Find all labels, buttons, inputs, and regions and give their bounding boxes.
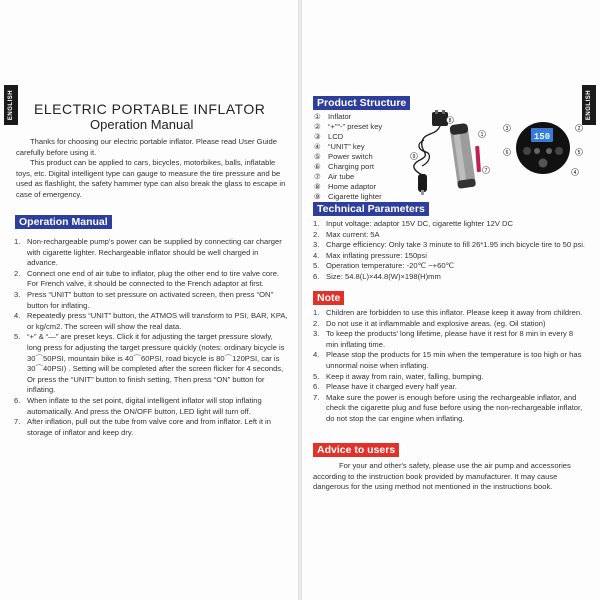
list-item: ① Inflator	[314, 112, 352, 121]
technical-parameters-list	[313, 219, 587, 283]
intro-paragraph-2: This product can be applied to cars, bicycles, motorbikes, balls, inflatable toys, etc. Digital intelligent type can gauge to measure the tire pressure and be used as flashlight, the safety hammer type can also break the glass to escape in case of emergency.	[16, 158, 286, 199]
list-item: 6. Please have it charged every half year.	[313, 382, 457, 392]
list-item: 4. Please stop the products for 15 min when the temperature is too high or has unnormal noise when inflating.	[313, 350, 582, 370]
svg-text:9: 9	[412, 154, 416, 160]
list-item: 5. “+” & “—” are preset keys. Click it for adjusting the target pressure slowly, long press for adjusting the target pressure quickly (notes: ordinary bicycle is 30⌒50PSI, mountain bike is 40⌒60PSI, road bicycle is 80⌒120PSI, car is 30⌒40PSI) . Setting will be completed after the screen flicker for 4 seconds, Or press the “UNIT” button to finish setting, Then press “ON” button for inflating.	[14, 332, 285, 395]
list-item: 7. After inflation, pull out the tube from valve core and from inflator. Left it in storage of inflator and keep dry.	[14, 417, 271, 437]
list-item: 5. Keep it away from rain, water, falling, bumping.	[313, 371, 484, 381]
operation-steps-list	[14, 237, 288, 438]
note-heading: Note	[313, 291, 344, 305]
advice-heading: Advice to users	[313, 443, 399, 457]
svg-text:7: 7	[484, 168, 488, 174]
list-item: ④ “UNIT” key	[314, 142, 365, 151]
list-item: 1. Children are forbidden to use this inflator. Please keep it away from children.	[313, 308, 583, 317]
svg-text:3: 3	[505, 126, 509, 132]
list-item: 2. Max current: 5A	[313, 229, 380, 239]
inflator-illustration	[410, 110, 494, 202]
list-item: ⑨ Cigarette lighter	[314, 192, 382, 201]
product-structure-heading: Product Structure	[313, 96, 410, 110]
right-page	[302, 0, 600, 600]
svg-text:6: 6	[505, 150, 509, 156]
svg-text:2: 2	[577, 126, 581, 132]
svg-text:5: 5	[577, 150, 581, 156]
manual-title: ELECTRIC PORTABLE INFLATOR	[34, 101, 266, 117]
list-item: 3. Charge efficiency: Only take 3 minute to fill 26*1.95 inch bicycle tire to 50 psi.	[313, 240, 586, 250]
list-item: ⑤ Power switch	[314, 152, 373, 161]
list-item: ⑥ Charging port	[314, 162, 375, 171]
list-item: 3. To keep the products' long lifetime, please have it rest for 8 min in every 8 min inflating time.	[313, 329, 574, 349]
list-item: ② “+”“-” preset key	[314, 122, 383, 131]
svg-text:1: 1	[480, 132, 484, 138]
list-item: 6. Size: 54.8(L)×44.8(W)×198(H)mm	[313, 271, 441, 281]
svg-text:8: 8	[448, 118, 452, 124]
list-item: 5. Operation temperature: -20℃ ~+60℃	[313, 261, 455, 271]
list-item: 2. Do not use it at inflammable and explosive areas. (eg. Oil station)	[313, 318, 546, 328]
parts-list	[314, 112, 382, 202]
operation-manual-heading: Operation Manual	[15, 215, 112, 229]
notes-list	[313, 308, 587, 425]
list-item: 2. Connect one end of air tube to inflator, plug the other end to tire valve core. For French valve, it should be connected to the French adaptor at first.	[14, 268, 280, 289]
intro-paragraph-1: Thanks for choosing our electric portable inflator. Please read User Guide carefully before using it.	[16, 137, 277, 157]
list-item: ⑦ Air tube	[314, 172, 355, 181]
list-item: 3. Press “UNIT” button to set pressure on activated screen, then press “ON” button for inflating.	[14, 289, 274, 310]
advice-paragraph: For your and other's safety, please use the air pump and accessories according to the instruction book provided by manufacturer. It may cause dangerous for the using method not mentioned in the instructions book.	[313, 461, 571, 492]
lcd-value: 150	[533, 132, 551, 142]
list-item: 6. When inflate to the set point, digital intelligent inflator will stop inflating automatically. And press the ON/OFF button, LED light will turn off.	[14, 395, 262, 416]
technical-parameters-heading: Technical Parameters	[313, 202, 429, 216]
list-item: 7. Make sure the power is enough before using the rechargeable inflator, and check the cigarette plug and fuse before using the non-rechargeable inflator, do not stop the car engine when inflating.	[313, 392, 583, 423]
list-item: 4. Max inflating pressure: 150psi	[313, 250, 427, 260]
list-item: ⑧ Home adaptor	[314, 182, 377, 191]
svg-text:4: 4	[573, 170, 577, 176]
language-tab-left: ENGLISH	[4, 85, 18, 125]
language-tab-right: ENGLISH	[582, 85, 596, 125]
list-item: 4. Repeatedly press “UNIT” button, the ATMOS will transform to PSI, BAR, KPA, or kg/cm2. The screen will show the real data.	[14, 311, 288, 331]
list-item: ③ LCD	[314, 132, 344, 141]
control-panel-illustration	[503, 118, 585, 180]
list-item: 1. Non-rechargeable pump's power can be supplied by connecting car charger with cigarette lighter. Rechargeable inflator should be well charged in advance.	[14, 237, 282, 268]
manual-subtitle: Operation Manual	[90, 117, 194, 132]
list-item: 1. Input voltage: adaptor 15V DC, cigarette lighter 12V DC	[313, 219, 513, 228]
